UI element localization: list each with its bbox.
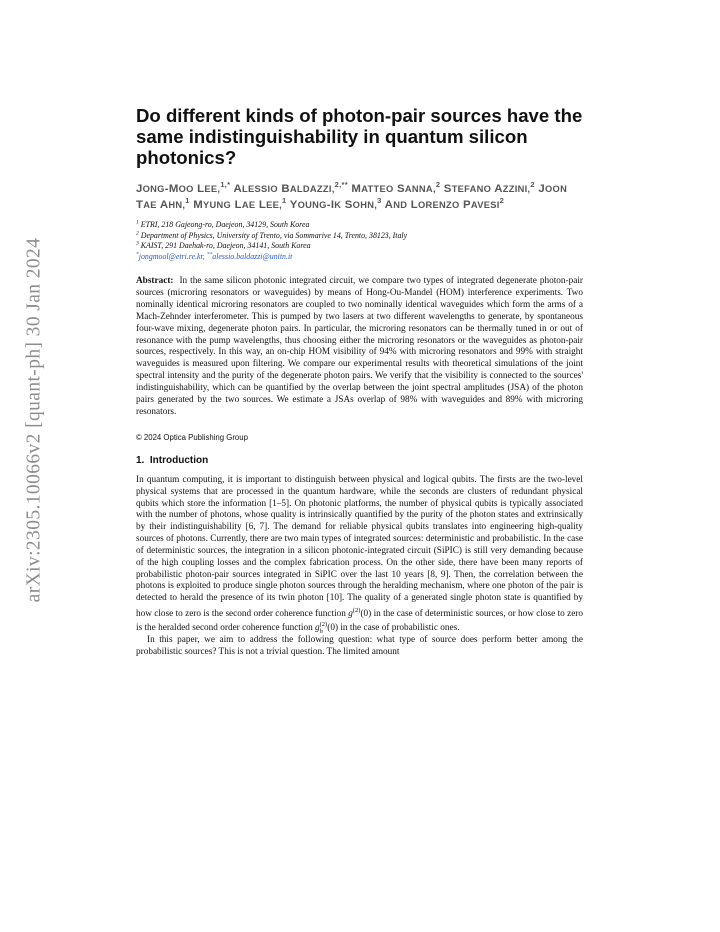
contact-emails: *jongmool@etri.re.kr, **alessio.baldazzi@unitn.it: [136, 251, 293, 261]
author: ALESSIO BALDAZZI,$^{2,**}$: [233, 180, 348, 195]
author: YOUNG-IK SOHN,$^3$: [289, 195, 382, 211]
author: AND LORENZO PAVESI$^2$: [384, 195, 505, 211]
abstract: [136, 276, 583, 419]
affiliation: $^1$ ETRI, 218 Gajeong-ro, Daejeon, 34129, South Korea: [136, 219, 310, 229]
copyright-notice: © 2024 Optica Publishing Group: [136, 432, 248, 442]
body-paragraph: In quantum computing, it is important to distinguish between physical and logical qubits. The firsts are the two-level physical systems that are processed in the quantum hardware, while the seconds are clusters of redundant physical qubits which store the information [1–5]. On photonic platforms, the number of physical qubits is typically associated with the number of photons, whose quality is intrinsically quantified by the purity of the photon states and extrinsically by their indistinguishability [6, 7]. The demand for reliable physical qubits translates into engineering high-quality sources of photons. Currently, there are two main types of integrated sources: deterministic and probabilistic. In the case of deterministic sources, the integration in a silicon photonic-integrated circuit (SiPIC) is still very demanding because of the high coupling losses and the complex fabrication process. On the other side, there have been many reports of probabilistic photon-pair sources integrated in SiPIC over the last 10 years [8, 9]. Then, the correlation between the photons is exploited to produce single photon sources through the heralding mechanism, where one photon of the pair is detected to herald the presence of its twin photon [10]. The quality of a generated single photon state is quantified by how close to zero is the second order coherence function $g^{(2)}(0)$ in the case of deterministic sources, or how close to zero is the heralded second order coherence function g (2) h (0) in the case of probabilistic ones.: [136, 474, 584, 636]
email-link[interactable]: alessio.baldazzi@unitn.it: [212, 251, 293, 261]
author-list: [136, 182, 583, 213]
arxiv-identifier: arXiv:2305.10066v2 [quant-ph] 30 Jan 2024: [23, 237, 45, 603]
arxiv-side-stamp: [20, 210, 48, 630]
author: MYUNG LAE LEE,$^1$: [193, 195, 287, 211]
author: STEFANO AZZINI,$^2$: [443, 180, 535, 195]
author: MATTEO SANNA,$^2$: [351, 180, 441, 195]
affiliation: $^3$ KAIST, 291 Daehak-ro, Daejeon, 34141, South Korea: [136, 240, 311, 250]
paper-title: Do different kinds of photon-pair sources have the same indistinguishability in quantum silicon photonics?: [136, 105, 583, 168]
body-paragraph: In this paper, we aim to address the following question: what type of source does perform better among the probabilistic sources? This is not a trivial question. The limited amount: [136, 635, 583, 657]
author: JOON TAE AHN,$^1$: [136, 183, 568, 211]
affiliation: $^2$ Department of Physics, University of Trento, via Sommarive 14, Trento, 38123, Italy: [136, 230, 408, 240]
abstract-text: In the same silicon photonic integrated circuit, we compare two types of integrated degenerate photon-pair sources (microring resonators or waveguides) by means of Hong-Ou-Mandel (HOM) interference experiments. Two nominally identical microring resonators are coupled to two nominally identical waveguides which form the arms of a Mach-Zehnder interferometer. This is pumped by two lasers at two different wavelengths to generate, by spontaneous four-wave mixing, degenerate photon pairs. In particular, the microring resonators can be thermally tuned in or out of resonance with the pump wavelengths, thus choosing either the microring resonators or the waveguides as photon-pair sources, respectively. In this way, an on-chip HOM visibility of 94% with microring resonators and 99% with straight waveguides is measured upon filtering. We compare our experimental results with theoretical simulations of the joint spectral intensity and the purity of the degenerate photon pairs. We verify that the visibility is connected to the sources' indistinguishability, which can be quantified by the overlap between the joint spectral amplitudes (JSA) of the photon pairs generated by the two sources. We estimate a JSAs overlap of 98% with waveguides and 89% with microring resonators.: [136, 276, 583, 417]
affiliation-list: [136, 220, 583, 262]
abstract-label: Abstract:: [136, 276, 174, 286]
section-heading: 1. Introduction: [136, 454, 209, 466]
author: JONG-MOO LEE,$^{1,*}$: [136, 180, 231, 195]
email-link[interactable]: jongmool@etri.re.kr,: [138, 251, 205, 261]
paper-page: [136, 105, 583, 659]
